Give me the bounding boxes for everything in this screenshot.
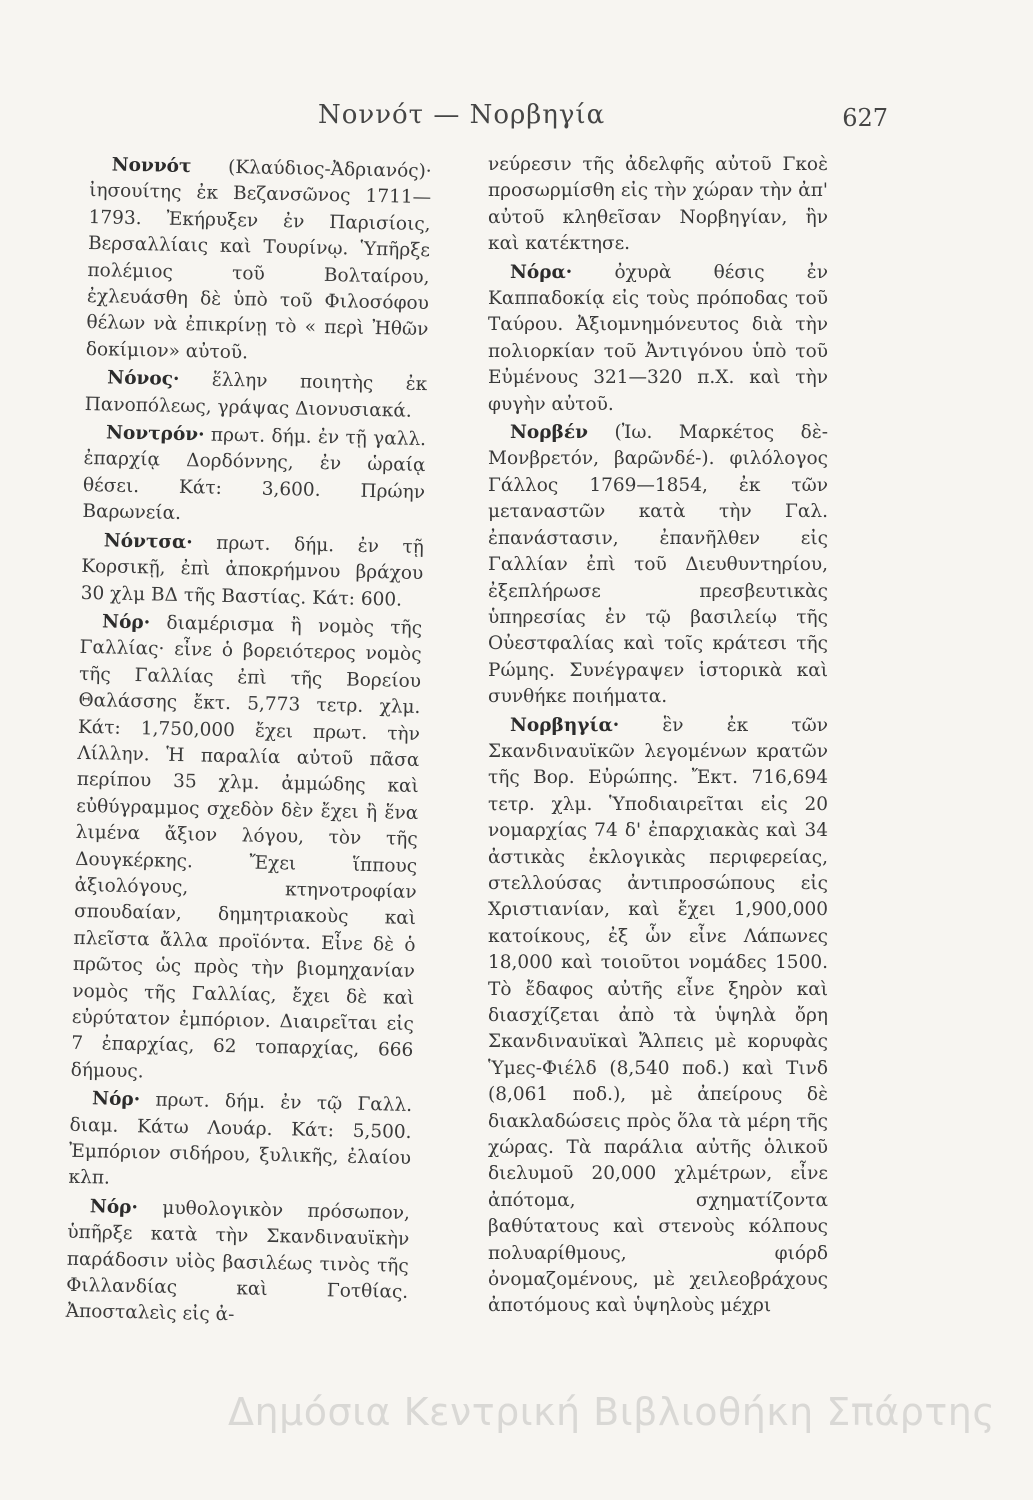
dictionary-entry-continued <box>488 152 828 258</box>
page-number: 627 <box>842 104 888 132</box>
entry-text: ἕλλην ποιητὴς ἐκ Πανοπόλεως, γράψας Διονυσιακά. <box>84 369 428 422</box>
entry-text: (Ἰω. Μαρκέτος δὲ-Μονβρετόν, βαρῶνδέ-). φιλόλογος Γάλλος 1769—1854, ἐκ τῶν μεταναστῶν κατὰ τὴν Γαλ. ἐπανάστασιν, ἐπανῆλθεν εἰς Γαλλίαν ἐπὶ τοῦ Διευθυντηρίου, ἐξεπλήρωσε πρεσβευτικὰς ὑπηρεσίας ἐν τῷ βασιλείῳ τῆς Οὐεστφαλίας καὶ τοῖς κράτεσι τῆς Ρώμης. Συνέγραψεν ἱστορικὰ καὶ συνθήκε ποιήματα. <box>488 422 829 708</box>
entry-headword: Νόρ· <box>89 1196 139 1219</box>
entry-text: πρωτ. δήμ. ἐν τῇ γαλλ. ἐπαρχίᾳ Δορδόννης, ἐν ὡραίᾳ θέσει. Κάτ: 3,600. Πρώην Βαρωνεία. <box>82 424 427 525</box>
dictionary-entry <box>488 420 828 710</box>
entry-text: ὀχυρὰ θέσις ἐν Καππαδοκίᾳ εἰς τοὺς πρόποδας τοῦ Ταύρου. Ἀξιομνημόνευτος διὰ τὴν πολιορκίαν τοῦ Ἀντιγόνου ὑπὸ τοῦ Εὐμένους 321—320 π.Χ. καὶ τὴν φυγὴν αὐτοῦ. <box>488 261 828 415</box>
entry-text: πρωτ. δήμ. ἐν τῷ Γαλλ. διαμ. Κάτω Λουάρ. Κάτ: 5,500. Ἐμπόριον σιδήρου, ξυλικῆς, ἐλαίου κλπ. <box>68 1089 413 1190</box>
dictionary-entry <box>65 1194 410 1333</box>
right-column <box>488 152 828 1320</box>
entry-text: διαμέρισμα ἢ νομὸς τῆς Γαλλίας· εἶνε ὁ βορειότερος νομὸς τῆς Γαλλίας ἐπὶ τῆς Βορείου Θαλάσσης ἔκτ. 5,773 τετρ. χλμ. Κάτ: 1,750,000 ἔχει πρωτ. τὴν Λίλλην. Ἡ παραλία αὐτοῦ πᾶσα περίπου 35 χλμ. ἀμμώδης καὶ εὐθύγραμμος σχεδὸν δὲν ἔχει ἢ ἕνα λιμένα ἄξιον λόγου, τὸν τῆς Δουγκέρκης. Ἔχει ἵππους ἀξιολόγους, κτηνοτροφίαν σπουδαίαν, δημητριακοὺς καὶ πλεῖστα ἄλλα προϊόντα. Εἶνε δὲ ὁ πρῶτος ὡς πρὸς τὴν βιομηχανίαν νομὸς τῆς Γαλλίας, ἔχει δὲ καὶ εὐρύτατον ἐμπόριον. Διαιρεῖται εἰς 7 ἐπαρχίας, 62 τοπαρχίας, 666 δήμους. <box>70 612 423 1083</box>
left-column <box>65 152 432 1333</box>
dictionary-entry <box>82 420 426 533</box>
entry-headword: Νορβέν <box>510 422 588 444</box>
entry-headword: Νοννότ <box>111 154 192 178</box>
dictionary-entry <box>80 528 424 614</box>
dictionary-entry <box>70 609 422 1091</box>
entry-headword: Νόντσα· <box>103 530 193 553</box>
dictionary-entry <box>488 260 828 418</box>
entry-text: (Κλαύδιος-Ἀδριανός)· ἰησουίτης ἐκ Βεζανσῶνος 1711—1793. Ἐκήρυξεν ἐν Παρισίοις, Βερσαλλίαις καὶ Τουρίνῳ. Ὑπῆρξε πολέμιος τοῦ Βολταίρου, ἐχλευάσθη δὲ ὑπὸ τοῦ Φιλοσόφου θέλων νὰ ἐπικρίνῃ τὸ « περὶ Ἠθῶν δοκίμιον» αὐτοῦ. <box>85 156 432 364</box>
entry-text: πρωτ. δήμ. ἐν τῇ Κορσικῇ, ἐπὶ ἀποκρήμνου βράχου 30 χλμ ΒΔ τῆς Βαστίας. Κάτ: 600. <box>80 532 425 611</box>
entry-headword: Νοντρόν· <box>105 422 205 446</box>
entry-text: νεύρεσιν τῆς ἀδελφῆς αὐτοῦ Γκοὲ προσωρμίσθη εἰς τὴν χώραν τὴν ἀπ' αὐτοῦ κληθεῖσαν Νορβηγίαν, ἣν καὶ κατέκτησε. <box>488 154 828 255</box>
dictionary-entry <box>84 365 427 425</box>
entry-headword: Νορβηγία· <box>510 714 620 736</box>
entry-text: μυθολογικὸν πρόσωπον, ὑπῆρξε κατὰ τὴν Σκανδιναυϊκὴν παράδοσιν υἱὸς βασιλέως τινὸς τῆς Φιλλανδίας καὶ Γοτθίας. Ἀποσταλεὶς εἰς ἀ- <box>65 1197 411 1326</box>
dictionary-entry <box>68 1086 412 1199</box>
entry-text: ἓν ἐκ τῶν Σκανδιναυϊκῶν λεγομένων κρατῶν τῆς Βορ. Εὐρώπης. Ἔκτ. 716,694 τετρ. χλμ. Ὑποδιαιρεῖται εἰς 20 νομαρχίας 74 δ' ἐπαρχιακὰς καὶ 34 ἀστικὰς ἐκλογικὰς περιφερείας, στελλούσας ἀντιπροσώπους εἰς Χριστιανίαν, καὶ ἔχει 1,900,000 κατοίκους, ἐξ ὧν εἶνε Λάπωνες 18,000 καὶ τοιοῦτοι νομάδες 1500. Τὸ ἔδαφος αὐτῆς εἶνε ξηρὸν καὶ διασχίζεται ἀπὸ τὰ ὑψηλὰ ὄρη Σκανδιναυϊκαὶ Ἄλπεις μὲ κορυφὰς Ὑμες-Φιέλδ (8,540 ποδ.) καὶ Τινδ (8,061 ποδ.), μὲ ἀπείρους δὲ διακλαδώσεις πρὸς ὅλα τὰ μέρη τῆς χώρας. Τὰ παράλια αὐτῆς ὁλικοῦ διελυμοῦ 20,000 χλμέτρων, εἶνε ἀπότομα, σχηματίζοντα βαθύτατους καὶ στενοὺς κόλπους πολυαρίθμους, φιόρδ ὀνομαζομένους, μὲ χειλεοβράχους ἀποτόμους καὶ ὑψηλοὺς μέχρι <box>488 714 828 1317</box>
library-watermark: Δημόσια Κεντρική Βιβλιοθήκη Σπάρτης <box>228 1390 996 1434</box>
entry-headword: Νόρα· <box>510 261 573 283</box>
entry-headword: Νόνος· <box>107 367 180 391</box>
dictionary-entry <box>86 152 432 370</box>
dictionary-entry <box>488 713 828 1320</box>
running-head: Νοννότ — Νορβηγία <box>318 100 606 130</box>
entry-headword: Νόρ· <box>91 1088 141 1111</box>
entry-headword: Νόρ· <box>101 611 151 634</box>
